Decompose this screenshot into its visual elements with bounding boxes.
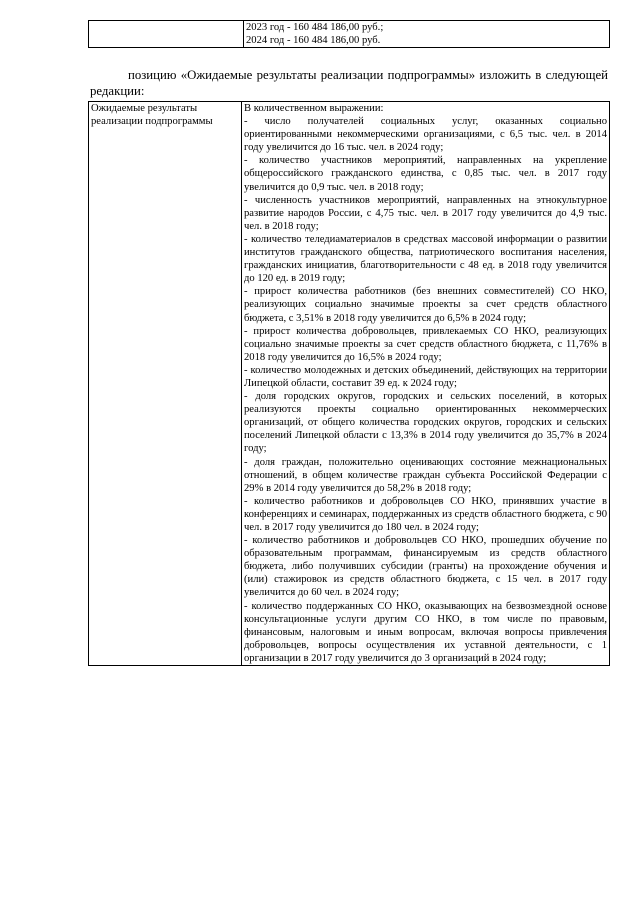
list-item: - количество теледиаматериалов в средствах массовой информации о развитии институтов гражданского общества, патриотического воспитания населения, гражданских инициатив, благотворительности с 48 ед. в 2018 году увеличится до 120 ед. в 2019 году;	[244, 233, 607, 285]
funding-values-cell	[244, 21, 610, 48]
table-row	[89, 21, 610, 48]
table-row	[89, 102, 610, 666]
list-item: - количество работников и добровольцев СО НКО, принявших участие в конференциях и семинарах, поддержанных из средств областного бюджета, с 90 чел. в 2017 году увеличится до 180 чел. в 2024 году;	[244, 495, 607, 533]
list-item: - доля городских округов, городских и сельских поселений, в которых реализуются проекты социально ориентированных некоммерческих организаций, от общего количества городских округов, городских и сельских поселений Липецкой области с 13,3% в 2014 году увеличится до 35,7% в 2024 году;	[244, 391, 607, 455]
funding-line-2024: 2024 год - 160 484 186,00 руб.	[246, 35, 381, 46]
list-item: - доля граждан, положительно оценивающих состояние межнациональных отношений, в общем количестве граждан субъекта Российской Федерации с 29% в 2014 году увеличится до 58,2% в 2018 году;	[244, 456, 607, 494]
results-label-cell	[89, 102, 242, 666]
list-item: - количество участников мероприятий, направленных на укрепление общероссийского гражданского единства, с 0,85 тыс. чел. в 2017 году увеличится до 0,9 тыс. чел. в 2018 году;	[244, 155, 607, 193]
results-heading: В количественном выражении:	[244, 103, 384, 114]
list-item: - количество поддержанных СО НКО, оказывающих на безвозмездной основе консультационные услуги другим СО НКО, в том числе по правовым, финансовым, налоговым и иным вопросам, включая вопросы привлечения добровольцев, вопросы осуществления их уставной деятельности, с 1 организации в 2017 году увеличится до 3 организаций в 2024 году;	[244, 600, 607, 664]
expected-results-table	[88, 101, 610, 666]
list-item: - прирост количества добровольцев, привлекаемых СО НКО, реализующих социально значимые проекты за счет средств областного бюджета, с 11,76% в 2018 году увеличится до 16,5% в 2024 году;	[244, 325, 607, 363]
list-item: - количество работников и добровольцев СО НКО, прошедших обучение по образовательным программам, финансируемым из средств областного бюджета, либо получивших субсидии (гранты) на прохождение обучения и (или) стажировок из средств областного бюджета, с 15 чел. в 2017 году увеличится до 60 чел. в 2024 году;	[244, 535, 607, 599]
list-item: - численность участников мероприятий, направленных на этнокультурное развитие народов России, с 4,75 тыс. чел. в 2017 году увеличится до 4,9 тыс. чел. в 2018 году;	[244, 194, 607, 232]
results-label: Ожидаемые результаты реализации подпрограммы	[91, 103, 213, 128]
empty-label-cell	[89, 21, 244, 48]
list-item: - количество молодежных и детских объединений, действующих на территории Липецкой области, составит 39 ед. к 2024 году;	[244, 364, 607, 389]
list-item: - прирост количества работников (без внешних совместителей) СО НКО, реализующих социально значимые проекты за счет средств областного бюджета, с 3,51% в 2018 году увеличится до 6,5% в 2024 году;	[244, 286, 607, 324]
funding-line-2023: 2023 год - 160 484 186,00 руб.;	[246, 22, 384, 33]
results-content-cell	[242, 102, 610, 666]
intro-paragraph: позицию «Ожидаемые результаты реализации подпрограммы» изложить в следующей редакции:	[90, 68, 608, 98]
funding-table-fragment	[88, 20, 610, 48]
list-item: - число получателей социальных услуг, оказанных социально ориентированными некоммерческими организациями, с 6,5 тыс. чел. в 2014 году увеличится до 16 тыс. чел. в 2024 году;	[244, 116, 607, 154]
